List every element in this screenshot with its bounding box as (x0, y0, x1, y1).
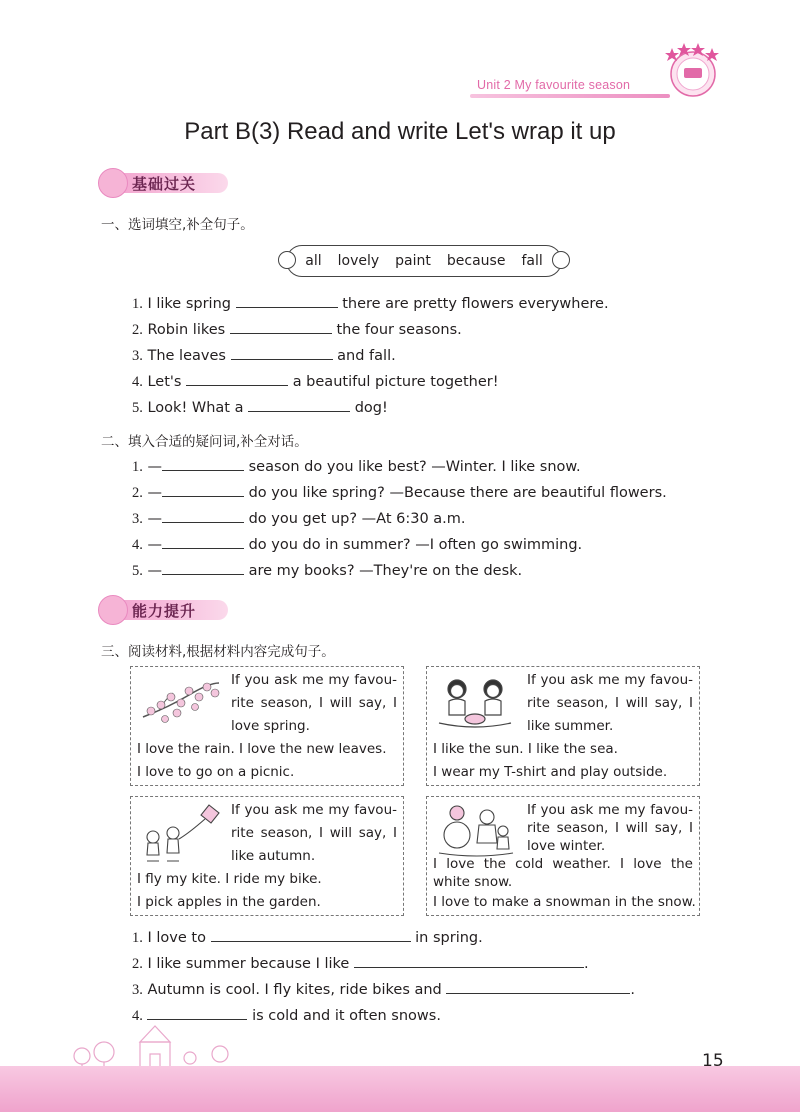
reading-box-spring: If you ask me my favou- rite season, I will say, I love spring. I love the rain. I love the new leaves. I love to go on a picnic. (130, 666, 404, 786)
page-number: 15 (702, 1051, 724, 1071)
q1-item-3: 3. The leaves and fall. (132, 345, 396, 365)
q2-item-2: 2. — do you like spring? —Because there are beautiful flowers. (132, 482, 667, 502)
header-divider (470, 94, 670, 98)
answer-blank[interactable] (230, 319, 332, 334)
footer-band (0, 1066, 800, 1112)
page-title: Part B(3) Read and write Let's wrap it up (184, 118, 616, 145)
girl-face-icon (98, 168, 128, 198)
answer-blank[interactable] (248, 397, 350, 412)
q3-item-1: 1. I love to in spring. (132, 927, 483, 947)
blossom-branch-icon (139, 677, 223, 727)
q2-item-3: 3. — do you get up? —At 6:30 a.m. (132, 508, 466, 528)
reading-box-summer: If you ask me my favou- rite season, I will say, I like summer. I like the sun. I like the sea. I wear my T-shirt and play outside. (426, 666, 700, 786)
answer-blank[interactable] (162, 560, 244, 575)
q1-item-2: 2. Robin likes the four seasons. (132, 319, 462, 339)
answer-blank[interactable] (211, 927, 411, 942)
q1-item-1: 1. I like spring there are pretty flowers everywhere. (132, 293, 609, 313)
girl-face-icon (98, 595, 128, 625)
word-bank-item: fall (521, 253, 543, 269)
children-playing-icon (435, 675, 515, 729)
q3-item-2: 2. I like summer because I like . (132, 953, 589, 973)
question-1-heading: 一、选词填空,补全句子。 (101, 217, 254, 233)
answer-blank[interactable] (147, 1005, 247, 1020)
reading-box-autumn: If you ask me my favou- rite season, I will say, I like autumn. I fly my kite. I ride my bike. I pick apples in the garden. (130, 796, 404, 916)
answer-blank[interactable] (162, 482, 244, 497)
publisher-logo-icon (662, 38, 724, 100)
answer-blank[interactable] (354, 953, 584, 968)
answer-blank[interactable] (162, 534, 244, 549)
q3-item-4: 4. is cold and it often snows. (132, 1005, 441, 1025)
word-bank-item: paint (395, 253, 431, 269)
q3-item-3: 3. Autumn is cool. I fly kites, ride bikes and . (132, 979, 635, 999)
answer-blank[interactable] (446, 979, 630, 994)
word-bank-item: all (305, 253, 322, 269)
word-bank-item: lovely (337, 253, 380, 269)
reading-box-winter: If you ask me my favou- rite season, I will say, I love winter. I love the cold weather. I love the white snow. I love to make a snowman in the snow. (426, 796, 700, 916)
castle-decoration-icon (70, 1020, 250, 1068)
q1-item-5: 5. Look! What a dog! (132, 397, 388, 417)
word-bank-item: because (446, 253, 506, 269)
section-banner-advanced: 能力提升 (98, 595, 238, 625)
answer-blank[interactable] (186, 371, 288, 386)
answer-blank[interactable] (231, 345, 333, 360)
q2-item-5: 5. — are my books? —They're on the desk. (132, 560, 522, 580)
answer-blank[interactable] (236, 293, 338, 308)
kite-flying-icon (139, 803, 223, 863)
q2-item-4: 4. — do you do in summer? —I often go swimming. (132, 534, 582, 554)
q2-item-1: 1. — season do you like best? —Winter. I like snow. (132, 456, 581, 476)
section-banner-basic: 基础过关 (98, 168, 238, 198)
snowman-icon (437, 801, 515, 857)
q1-item-4: 4. Let's a beautiful picture together! (132, 371, 499, 391)
question-3-heading: 三、阅读材料,根据材料内容完成句子。 (101, 644, 335, 660)
word-bank (286, 245, 562, 277)
unit-header: Unit 2 My favourite season (477, 78, 631, 92)
answer-blank[interactable] (162, 456, 244, 471)
answer-blank[interactable] (162, 508, 244, 523)
question-2-heading: 二、填入合适的疑问词,补全对话。 (101, 434, 308, 450)
